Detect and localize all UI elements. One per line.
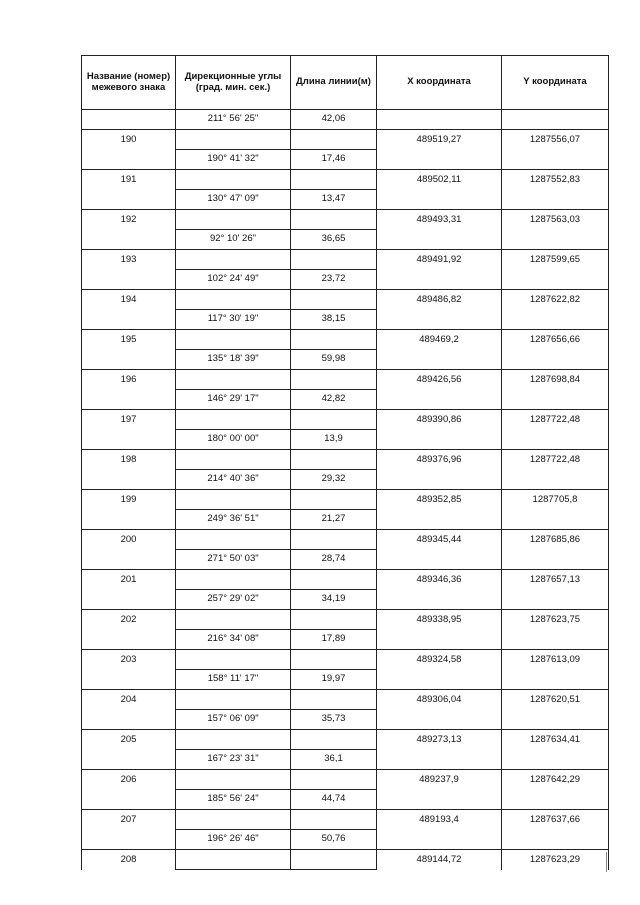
x-coordinate-cell (377, 110, 502, 130)
x-coordinate-cell (377, 470, 502, 490)
direction-angle-cell (176, 170, 291, 190)
x-coordinate-cell: 489519,27 (377, 130, 502, 150)
point-name-cell (82, 230, 176, 250)
line-length-cell (291, 530, 377, 550)
x-coordinate-cell (377, 590, 502, 610)
x-coordinate-cell: 489352,85 (377, 490, 502, 510)
table-row-segment (82, 110, 609, 130)
table-row-point (82, 130, 609, 150)
x-coordinate-cell (377, 230, 502, 250)
table-row-point (82, 810, 609, 830)
table-row-segment (82, 390, 609, 410)
direction-angle-cell (176, 570, 291, 590)
x-coordinate-cell: 489426,56 (377, 370, 502, 390)
line-length-cell: 42,82 (291, 390, 377, 410)
y-coordinate-cell (502, 630, 609, 650)
y-coordinate-cell (502, 550, 609, 570)
table-row-point (82, 370, 609, 390)
x-coordinate-cell: 489193,4 (377, 810, 502, 830)
line-length-cell (291, 210, 377, 230)
x-coordinate-cell (377, 710, 502, 730)
point-name-cell: 198 (82, 450, 176, 470)
y-coordinate-cell: 1287698,84 (502, 370, 609, 390)
x-coordinate-cell: 489273,13 (377, 730, 502, 750)
line-length-cell: 13,9 (291, 430, 377, 450)
direction-angle-cell: 216° 34' 08" (176, 630, 291, 650)
point-name-cell: 204 (82, 690, 176, 710)
x-coordinate-cell: 489237,9 (377, 770, 502, 790)
line-length-cell (291, 410, 377, 430)
line-length-cell: 23,72 (291, 270, 377, 290)
table-row-point (82, 490, 609, 510)
point-name-cell (82, 110, 176, 130)
x-coordinate-cell (377, 430, 502, 450)
table-row-segment (82, 670, 609, 690)
direction-angle-cell: 249° 36' 51" (176, 510, 291, 530)
y-coordinate-cell (502, 430, 609, 450)
line-length-cell: 36,1 (291, 750, 377, 770)
direction-angle-cell (176, 810, 291, 830)
direction-angle-cell (176, 690, 291, 710)
y-coordinate-cell (502, 750, 609, 770)
x-coordinate-cell (377, 750, 502, 770)
line-length-cell (291, 130, 377, 150)
direction-angle-cell: 167° 23' 31" (176, 750, 291, 770)
direction-angle-cell: 180° 00' 00" (176, 430, 291, 450)
table-row-point (82, 730, 609, 750)
coordinates-table-sheet (81, 55, 608, 870)
table-row-point (82, 250, 609, 270)
x-coordinate-cell (377, 630, 502, 650)
point-name-cell: 192 (82, 210, 176, 230)
x-coordinate-cell: 489345,44 (377, 530, 502, 550)
direction-angle-cell: 271° 50' 03" (176, 550, 291, 570)
line-length-cell (291, 650, 377, 670)
point-name-cell (82, 790, 176, 810)
line-length-cell: 17,89 (291, 630, 377, 650)
y-coordinate-cell (502, 150, 609, 170)
point-name-cell (82, 750, 176, 770)
point-name-cell: 203 (82, 650, 176, 670)
table-row-segment (82, 790, 609, 810)
line-length-cell: 28,74 (291, 550, 377, 570)
table-row-point (82, 410, 609, 430)
table-row-segment (82, 830, 609, 850)
line-length-cell: 21,27 (291, 510, 377, 530)
y-coordinate-cell (502, 510, 609, 530)
table-row-segment (82, 430, 609, 450)
y-coordinate-cell (502, 790, 609, 810)
y-coordinate-cell: 1287622,82 (502, 290, 609, 310)
line-length-cell: 44,74 (291, 790, 377, 810)
line-length-cell: 34,19 (291, 590, 377, 610)
table-row-segment (82, 510, 609, 530)
table-row-point (82, 850, 609, 870)
direction-angle-cell: 146° 29' 17" (176, 390, 291, 410)
y-coordinate-cell (502, 110, 609, 130)
table-row-point (82, 690, 609, 710)
line-length-cell (291, 370, 377, 390)
table-row-point (82, 530, 609, 550)
line-length-cell (291, 290, 377, 310)
table-row-segment (82, 190, 609, 210)
x-coordinate-cell: 489502,11 (377, 170, 502, 190)
table-row-point (82, 170, 609, 190)
y-coordinate-cell: 1287623,29 (502, 850, 609, 870)
y-coordinate-cell: 1287705,8 (502, 490, 609, 510)
direction-angle-cell (176, 330, 291, 350)
line-length-cell (291, 490, 377, 510)
y-coordinate-cell: 1287634,41 (502, 730, 609, 750)
y-coordinate-cell (502, 270, 609, 290)
y-coordinate-cell (502, 190, 609, 210)
x-coordinate-cell: 489486,82 (377, 290, 502, 310)
y-coordinate-cell (502, 390, 609, 410)
line-length-cell (291, 730, 377, 750)
y-coordinate-cell: 1287637,66 (502, 810, 609, 830)
point-name-cell: 201 (82, 570, 176, 590)
table-row-segment (82, 630, 609, 650)
direction-angle-cell: 257° 29' 02" (176, 590, 291, 610)
boundary-points-table (81, 55, 609, 870)
point-name-cell (82, 390, 176, 410)
header-y-coordinate: Y координата (502, 56, 609, 110)
point-name-cell: 190 (82, 130, 176, 150)
line-length-cell: 13,47 (291, 190, 377, 210)
line-length-cell (291, 330, 377, 350)
table-row-point (82, 610, 609, 630)
point-name-cell: 191 (82, 170, 176, 190)
direction-angle-cell: 102° 24' 49" (176, 270, 291, 290)
table-row-point (82, 650, 609, 670)
point-name-cell (82, 550, 176, 570)
point-name-cell: 195 (82, 330, 176, 350)
direction-angle-cell: 190° 41' 32" (176, 150, 291, 170)
point-name-cell (82, 310, 176, 330)
line-length-cell: 19,97 (291, 670, 377, 690)
direction-angle-cell (176, 530, 291, 550)
line-length-cell (291, 170, 377, 190)
table-row-segment (82, 550, 609, 570)
line-length-cell: 59,98 (291, 350, 377, 370)
line-length-cell: 42,06 (291, 110, 377, 130)
y-coordinate-cell: 1287722,48 (502, 410, 609, 430)
y-coordinate-cell (502, 670, 609, 690)
y-coordinate-cell (502, 470, 609, 490)
x-coordinate-cell: 489144,72 (377, 850, 502, 870)
direction-angle-cell: 130° 47' 09" (176, 190, 291, 210)
direction-angle-cell (176, 250, 291, 270)
x-coordinate-cell (377, 790, 502, 810)
x-coordinate-cell (377, 390, 502, 410)
x-coordinate-cell: 489338,95 (377, 610, 502, 630)
table-row-point (82, 450, 609, 470)
y-coordinate-cell: 1287657,13 (502, 570, 609, 590)
y-coordinate-cell: 1287556,07 (502, 130, 609, 150)
point-name-cell: 196 (82, 370, 176, 390)
line-length-cell: 29,32 (291, 470, 377, 490)
point-name-cell (82, 670, 176, 690)
point-name-cell: 199 (82, 490, 176, 510)
point-name-cell: 208 (82, 850, 176, 870)
point-name-cell (82, 630, 176, 650)
y-coordinate-cell: 1287552,83 (502, 170, 609, 190)
point-name-cell (82, 710, 176, 730)
table-row-segment (82, 270, 609, 290)
table-row-point (82, 330, 609, 350)
x-coordinate-cell: 489346,36 (377, 570, 502, 590)
direction-angle-cell: 196° 26' 46" (176, 830, 291, 850)
x-coordinate-cell (377, 270, 502, 290)
direction-angle-cell: 211° 56' 25" (176, 110, 291, 130)
point-name-cell (82, 150, 176, 170)
table-row-segment (82, 750, 609, 770)
line-length-cell (291, 610, 377, 630)
direction-angle-cell: 157° 06' 09" (176, 710, 291, 730)
y-coordinate-cell: 1287685,86 (502, 530, 609, 550)
direction-angle-cell (176, 490, 291, 510)
direction-angle-cell (176, 210, 291, 230)
y-coordinate-cell: 1287656,66 (502, 330, 609, 350)
table-row-segment (82, 710, 609, 730)
direction-angle-cell (176, 410, 291, 430)
direction-angle-cell (176, 450, 291, 470)
line-length-cell: 36,65 (291, 230, 377, 250)
x-coordinate-cell (377, 830, 502, 850)
point-name-cell: 197 (82, 410, 176, 430)
table-row-point (82, 570, 609, 590)
x-coordinate-cell: 489324,58 (377, 650, 502, 670)
table-row-segment (82, 470, 609, 490)
y-coordinate-cell: 1287642,29 (502, 770, 609, 790)
table-header-row (82, 56, 609, 110)
line-length-cell: 35,73 (291, 710, 377, 730)
direction-angle-cell: 92° 10' 26" (176, 230, 291, 250)
direction-angle-cell (176, 730, 291, 750)
direction-angle-cell (176, 770, 291, 790)
x-coordinate-cell: 489376,96 (377, 450, 502, 470)
x-coordinate-cell (377, 670, 502, 690)
header-x-coordinate: X координата (377, 56, 502, 110)
point-name-cell: 205 (82, 730, 176, 750)
header-direction-angle: Дирекционные углы (град. мин. сек.) (176, 56, 291, 110)
table-row-segment (82, 590, 609, 610)
table-row-segment (82, 150, 609, 170)
direction-angle-cell (176, 610, 291, 630)
y-coordinate-cell: 1287613,09 (502, 650, 609, 670)
direction-angle-cell: 117° 30' 19" (176, 310, 291, 330)
line-length-cell: 50,76 (291, 830, 377, 850)
point-name-cell (82, 830, 176, 850)
point-name-cell (82, 590, 176, 610)
line-length-cell: 38,15 (291, 310, 377, 330)
line-length-cell (291, 450, 377, 470)
x-coordinate-cell (377, 550, 502, 570)
y-coordinate-cell: 1287599,65 (502, 250, 609, 270)
direction-angle-cell: 158° 11' 17" (176, 670, 291, 690)
line-length-cell (291, 770, 377, 790)
point-name-cell (82, 190, 176, 210)
header-point-name: Название (номер) межевого знака (82, 56, 176, 110)
point-name-cell (82, 510, 176, 530)
y-coordinate-cell: 1287722,48 (502, 450, 609, 470)
line-length-cell: 17,46 (291, 150, 377, 170)
y-coordinate-cell (502, 590, 609, 610)
point-name-cell (82, 350, 176, 370)
point-name-cell: 194 (82, 290, 176, 310)
line-length-cell (291, 850, 377, 870)
y-coordinate-cell (502, 710, 609, 730)
direction-angle-cell (176, 370, 291, 390)
y-coordinate-cell: 1287563,03 (502, 210, 609, 230)
x-coordinate-cell (377, 150, 502, 170)
x-coordinate-cell: 489493,31 (377, 210, 502, 230)
y-coordinate-cell (502, 230, 609, 250)
direction-angle-cell (176, 850, 291, 870)
direction-angle-cell: 135° 18' 39" (176, 350, 291, 370)
header-line-length: Длина линии(м) (291, 56, 377, 110)
table-row-segment (82, 350, 609, 370)
point-name-cell: 202 (82, 610, 176, 630)
direction-angle-cell: 185° 56' 24" (176, 790, 291, 810)
direction-angle-cell: 214° 40' 36" (176, 470, 291, 490)
x-coordinate-cell: 489390,86 (377, 410, 502, 430)
point-name-cell: 207 (82, 810, 176, 830)
point-name-cell (82, 270, 176, 290)
y-coordinate-cell (502, 310, 609, 330)
table-row-point (82, 210, 609, 230)
table-row-segment (82, 310, 609, 330)
x-coordinate-cell: 489491,92 (377, 250, 502, 270)
x-coordinate-cell: 489469,2 (377, 330, 502, 350)
x-coordinate-cell (377, 350, 502, 370)
y-coordinate-cell: 1287623,75 (502, 610, 609, 630)
point-name-cell: 193 (82, 250, 176, 270)
y-coordinate-cell (502, 350, 609, 370)
x-coordinate-cell: 489306,04 (377, 690, 502, 710)
direction-angle-cell (176, 130, 291, 150)
table-body (82, 110, 609, 870)
line-length-cell (291, 250, 377, 270)
point-name-cell (82, 430, 176, 450)
point-name-cell: 200 (82, 530, 176, 550)
point-name-cell: 206 (82, 770, 176, 790)
line-length-cell (291, 810, 377, 830)
line-length-cell (291, 690, 377, 710)
table-row-segment (82, 230, 609, 250)
x-coordinate-cell (377, 190, 502, 210)
direction-angle-cell (176, 650, 291, 670)
y-coordinate-cell: 1287620,51 (502, 690, 609, 710)
scan-edge-mark (602, 852, 607, 872)
table-row-point (82, 290, 609, 310)
point-name-cell (82, 470, 176, 490)
direction-angle-cell (176, 290, 291, 310)
line-length-cell (291, 570, 377, 590)
table-row-point (82, 770, 609, 790)
x-coordinate-cell (377, 510, 502, 530)
y-coordinate-cell (502, 830, 609, 850)
x-coordinate-cell (377, 310, 502, 330)
